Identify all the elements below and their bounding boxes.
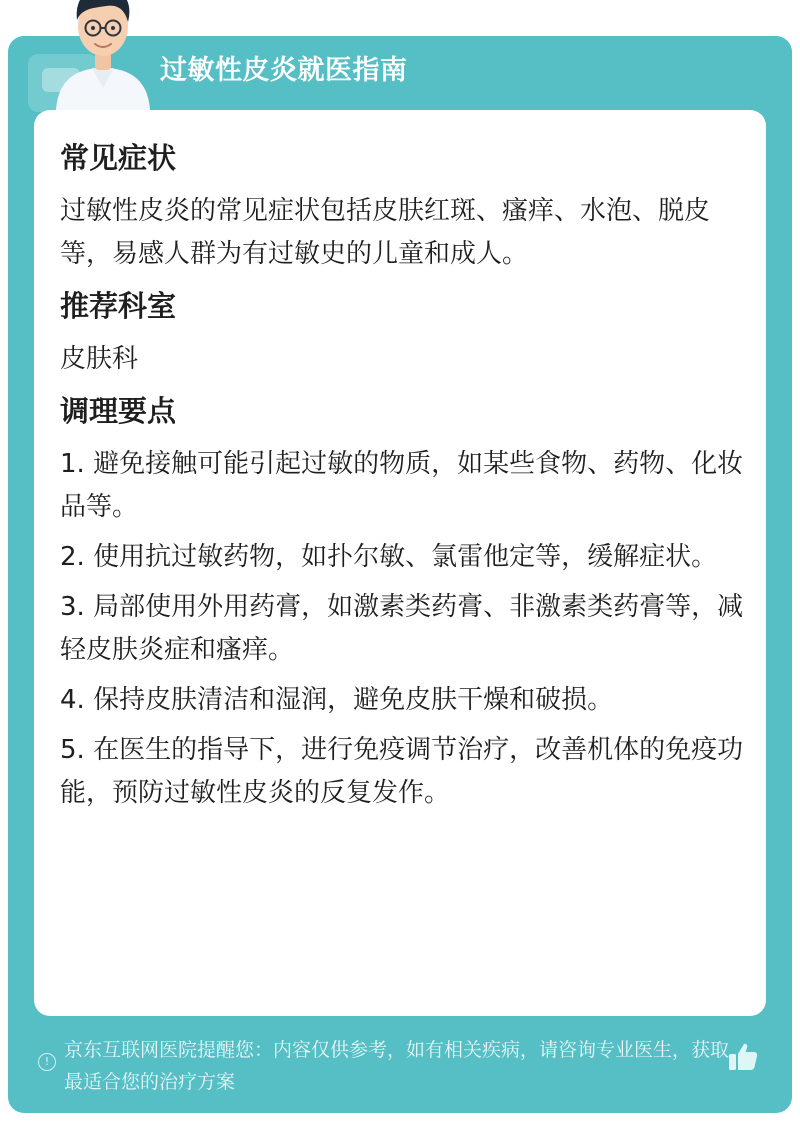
section-title-department: 推荐科室 bbox=[60, 289, 177, 323]
content-card bbox=[34, 110, 766, 1016]
section-title-care: 调理要点 bbox=[60, 394, 177, 428]
guide-frame bbox=[8, 36, 792, 1113]
footer-disclaimer: 京东互联网医院提醒您：内容仅供参考，如有相关疾病，请咨询专业医生，获取最适合您的治疗方案 bbox=[64, 1039, 730, 1093]
list-item: 3. 局部使用外用药膏，如激素类药膏、非激素类药膏等，减轻皮肤炎症和瘙痒。 bbox=[60, 592, 744, 665]
symptoms-text: 过敏性皮炎的常见症状包括皮肤红斑、瘙痒、水泡、脱皮等，易感人群为有过敏史的儿童和成人。 bbox=[60, 196, 711, 269]
department-text: 皮肤科 bbox=[60, 344, 139, 374]
content-body bbox=[60, 128, 750, 822]
info-icon: ! bbox=[38, 1053, 56, 1071]
list-item: 1. 避免接触可能引起过敏的物质，如某些食物、药物、化妆品等。 bbox=[60, 449, 744, 522]
list-item: 4. 保持皮肤清洁和湿润，避免皮肤干燥和破损。 bbox=[60, 685, 614, 715]
doctor-avatar bbox=[48, 0, 158, 110]
list-item: 5. 在医生的指导下，进行免疫调节治疗，改善机体的免疫功能，预防过敏性皮炎的反复发作。 bbox=[60, 735, 744, 808]
list-item: 2. 使用抗过敏药物，如扑尔敏、氯雷他定等，缓解症状。 bbox=[60, 542, 718, 572]
page-title: 过敏性皮炎就医指南 bbox=[160, 55, 408, 86]
thumbs-up-icon[interactable] bbox=[726, 1040, 760, 1074]
section-title-symptoms: 常见症状 bbox=[60, 141, 177, 175]
